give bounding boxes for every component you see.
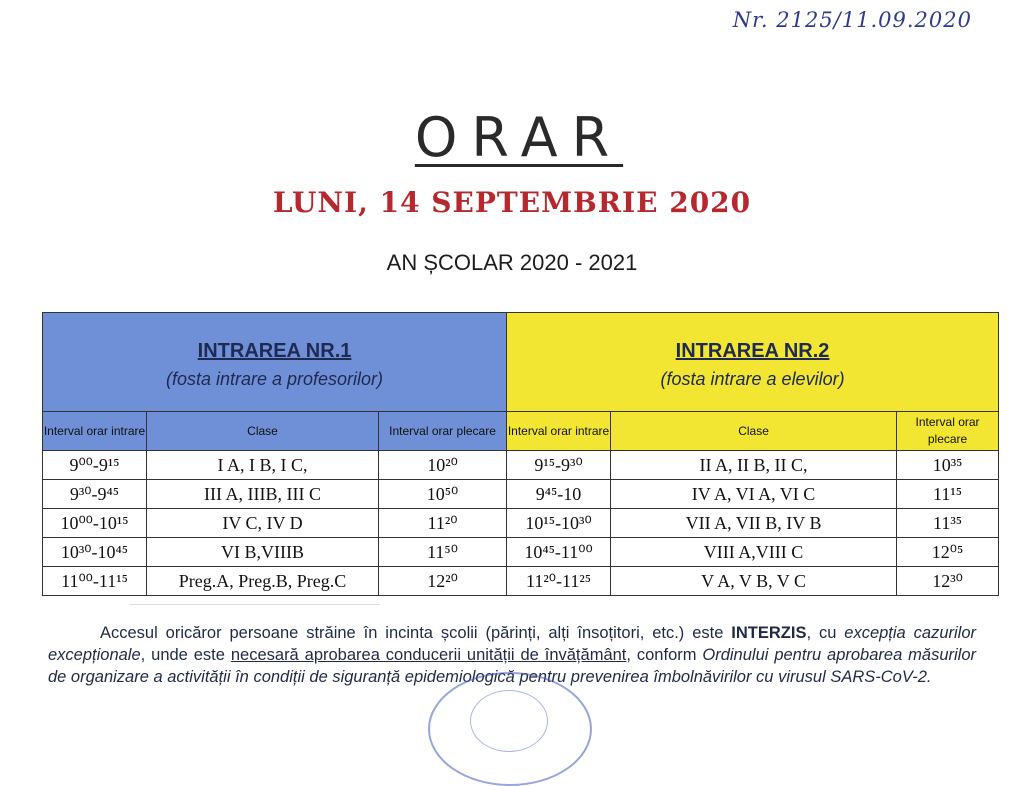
e2-out-time: 11¹⁵ — [897, 480, 999, 509]
col-header-in-2: Interval orar intrare — [507, 412, 611, 451]
school-stamp-inner — [470, 690, 548, 752]
notice-text-1: Accesul oricăror persoane străine în incinta școlii (părinți, alți însoțitori, etc.) este — [100, 624, 732, 642]
e1-classes: IV C, IV D — [147, 509, 379, 538]
e2-out-time: 10³⁵ — [897, 451, 999, 480]
notice-order: Ordinului pentru aprobarea măsurilor de organizare a activității în condiții de siguranță epidemiologică pentru prevenirea îmbolnăvirilor cu virusul SARS-CoV-2. — [48, 646, 976, 686]
e2-in-time: 10⁴⁵-11⁰⁰ — [507, 538, 611, 567]
e2-classes: V A, V B, V C — [611, 567, 897, 596]
school-year: AN ȘCOLAR 2020 - 2021 — [386, 250, 638, 275]
e2-in-time: 11²⁰-11²⁵ — [507, 567, 611, 596]
notice-forbidden: INTERZIS — [731, 624, 807, 642]
e2-in-time: 9⁴⁵-10 — [507, 480, 611, 509]
document-number: Nr. 2125/11.09.2020 — [732, 8, 972, 32]
e2-out-time: 12³⁰ — [897, 567, 999, 596]
e1-in-time: 10³⁰-10⁴⁵ — [43, 538, 147, 567]
entrance-1-title: INTRAREA NR.1 — [197, 340, 352, 362]
notice-exception: excepția cazurilor excepționale — [48, 624, 976, 664]
e2-in-time: 9¹⁵-9³⁰ — [507, 451, 611, 480]
notice-approval: necesară aprobarea conducerii unității de învățământ — [230, 646, 627, 664]
date-line: LUNI, 14 SEPTEMBRIE 2020 — [272, 186, 752, 219]
notice-text-3: , unde este — [140, 646, 231, 664]
e1-out-time: 11⁵⁰ — [379, 538, 507, 567]
e2-out-time: 11³⁵ — [897, 509, 999, 538]
entrance-1-subtitle: (fosta intrare a profesorilor) — [165, 369, 384, 389]
col-header-out-1: Interval orar plecare — [379, 412, 507, 451]
table-row — [43, 538, 999, 567]
e2-classes: VIII A,VIII C — [611, 538, 897, 567]
col-header-classes-1: Clase — [147, 412, 379, 451]
col-header-classes-2: Clase — [611, 412, 897, 451]
table-row — [43, 509, 999, 538]
e1-in-time: 10⁰⁰-10¹⁵ — [43, 509, 147, 538]
entrance-2-title: INTRAREA NR.2 — [675, 340, 830, 362]
page-title: ORAR — [414, 106, 624, 169]
e1-out-time: 10⁵⁰ — [379, 480, 507, 509]
e2-classes: II A, II B, II C, — [611, 451, 897, 480]
schedule-table — [42, 312, 999, 596]
divider — [130, 604, 380, 605]
e2-classes: VII A, VII B, IV B — [611, 509, 897, 538]
e2-out-time: 12⁰⁵ — [897, 538, 999, 567]
e2-classes: IV A, VI A, VI C — [611, 480, 897, 509]
e1-classes: III A, IIIB, III C — [147, 480, 379, 509]
entrance-2-header — [507, 313, 999, 412]
table-row — [43, 480, 999, 509]
e1-classes: I A, I B, I C, — [147, 451, 379, 480]
entrance-1-header — [43, 313, 507, 412]
e1-in-time: 9³⁰-9⁴⁵ — [43, 480, 147, 509]
entrance-2-subtitle: (fosta intrare a elevilor) — [660, 369, 845, 389]
e1-out-time: 11²⁰ — [379, 509, 507, 538]
table-row — [43, 451, 999, 480]
col-header-out-2: Interval orar plecare — [897, 412, 999, 451]
e1-in-time: 9⁰⁰-9¹⁵ — [43, 451, 147, 480]
notice-text-2: , cu — [806, 624, 845, 642]
notice-text-4: , conform — [626, 646, 703, 664]
e2-in-time: 10¹⁵-10³⁰ — [507, 509, 611, 538]
e1-classes: VI B,VIIIB — [147, 538, 379, 567]
e1-out-time: 10²⁰ — [379, 451, 507, 480]
e1-out-time: 12²⁰ — [379, 567, 507, 596]
col-header-in-1: Interval orar intrare — [43, 412, 147, 451]
e1-classes: Preg.A, Preg.B, Preg.C — [147, 567, 379, 596]
table-row — [43, 567, 999, 596]
e1-in-time: 11⁰⁰-11¹⁵ — [43, 567, 147, 596]
